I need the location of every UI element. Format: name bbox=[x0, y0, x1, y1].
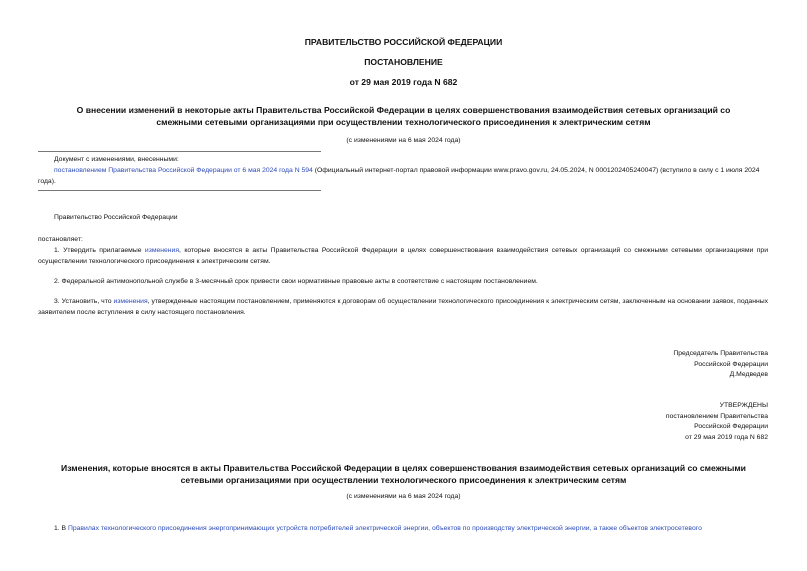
approval-line-4: от 29 мая 2019 года N 682 bbox=[685, 433, 768, 441]
document-title: О внесении изменений в некоторые акты Правительства Российской Федерации в целях совершенствования взаимодействия сетевых организаций со смежными сетевыми организациями при осуществлении технологического присоединения к электрическим сетям bbox=[76, 105, 731, 127]
signature-title: Председатель Правительства bbox=[673, 350, 768, 357]
approval-line-2: постановлением Правительства bbox=[665, 412, 768, 420]
changes-box-rest: (Официальный интернет-портал правовой информации www.pravo.gov.ru, 24.05.2024, N 0001202405240047) (вступило в силу с 1 июля 2024 года). bbox=[38, 167, 760, 185]
signature-name: Д.Медведев bbox=[729, 371, 768, 378]
government-heading: ПРАВИТЕЛЬСТВО РОССИЙСКОЙ ФЕДЕРАЦИИ bbox=[304, 37, 503, 47]
issuer-line: Правительство Российской Федерации bbox=[54, 214, 178, 221]
appendix-title: Изменения, которые вносятся в акты Правительства Российской Федерации в целях совершенствования взаимодействия сетевых организаций со смежными сетевыми организациями при осуществлении технологического присоединения к электрическим сетям bbox=[61, 463, 746, 485]
revision-note: (с изменениями на 6 мая 2024 года) bbox=[346, 137, 461, 144]
paragraph-2: 2. Федеральной антимонопольной службе в 3-месячный срок привести свои нормативные правовые акты в соответствие с настоящим постановлением. bbox=[54, 278, 538, 285]
appendix-paragraph-1: 1. В Правилах технологического присоединения энергопринимающих устройств потребителей электрической энергии, объектов по производству электрической энергии, а также объектов электросетевого bbox=[54, 525, 702, 532]
changes-link-1[interactable]: изменения bbox=[144, 247, 180, 254]
changes-box-text bbox=[38, 166, 768, 187]
changes-link-2[interactable]: изменения bbox=[113, 298, 148, 305]
amending-decree-link[interactable]: постановлением Правительства Российской Федерации от 6 мая 2024 года N 594 bbox=[54, 167, 313, 174]
changes-box-intro: Документ с изменениями, внесенными: bbox=[54, 156, 179, 163]
changes-box-bottom-rule bbox=[38, 190, 321, 191]
signature-block bbox=[673, 349, 768, 381]
paragraph-3: 3. Установить, что изменения, утвержденные настоящим постановлением, применяются к договорам об осуществлении технологического присоединения к электрическим сетям, заключенным на основании заявок, поданных заявителем после вступления в силу настоящего постановления. bbox=[38, 298, 768, 316]
approval-block bbox=[666, 401, 768, 443]
appendix-revision-note: (с изменениями на 6 мая 2024 года) bbox=[346, 493, 461, 500]
paragraph-1: 1. Утвердить прилагаемые изменения, которые вносятся в акты Правительства Российской Федерации в целях совершенствования взаимодействия сетевых организаций со смежными сетевыми организациями при осуществлении технологического присоединения к электрическим сетям. bbox=[38, 247, 768, 265]
signature-country: Российской Федерации bbox=[694, 360, 768, 368]
approval-heading: УТВЕРЖДЕНЫ bbox=[719, 402, 768, 409]
approval-line-3: Российской Федерации bbox=[694, 423, 768, 430]
doc-type-heading: ПОСТАНОВЛЕНИЕ bbox=[364, 57, 443, 67]
rules-link[interactable]: Правилах технологического присоединения энергопринимающих устройств потребителей электрической энергии, объектов по производству электрической энергии, а также объектов электросетевого bbox=[67, 525, 702, 532]
date-number-heading: от 29 мая 2019 года N 682 bbox=[349, 77, 458, 87]
decrees-line: постановляет: bbox=[38, 236, 83, 243]
changes-box-top-rule bbox=[38, 151, 321, 152]
